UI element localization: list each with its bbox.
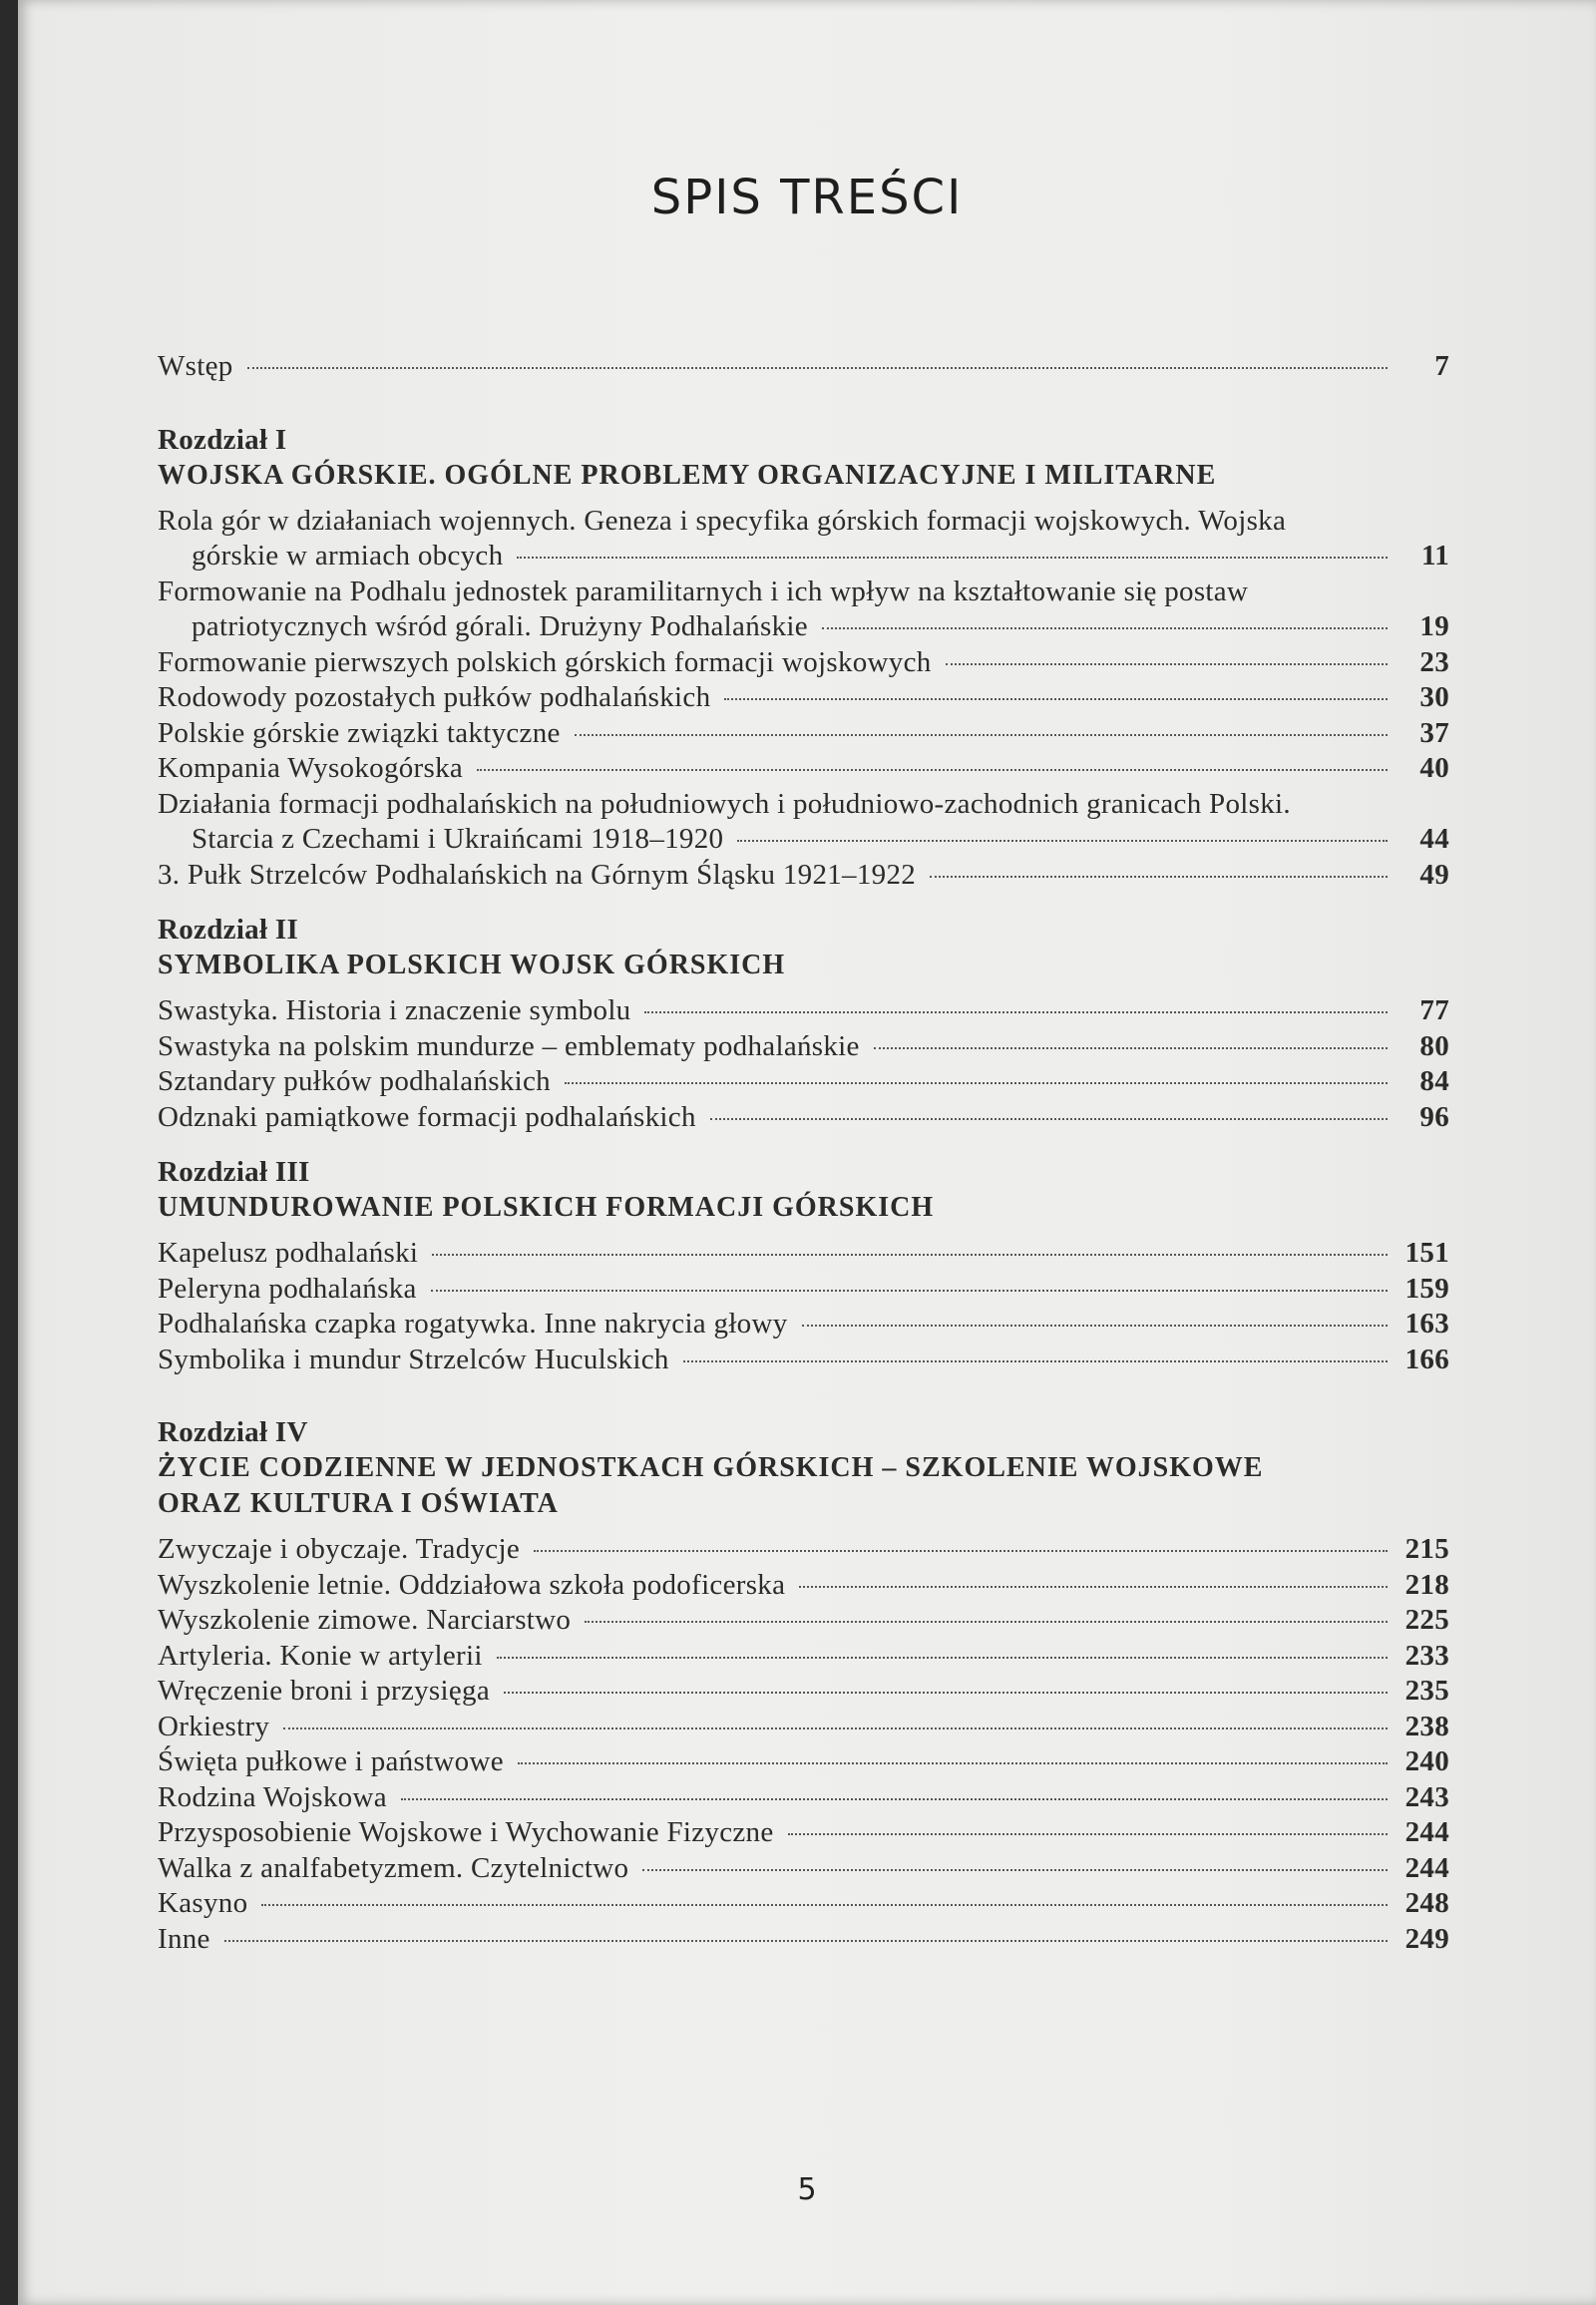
dot-leader [565,1082,1388,1084]
dot-leader [788,1833,1388,1835]
entry-page: 151 [1404,1237,1449,1269]
entry-page: 84 [1419,1065,1449,1097]
chapter-label: Rozdział IV [158,1416,308,1448]
entry-text: 3. Pułk Strzelców Podhalańskich na Górnym Śląsku 1921–1922 [158,858,917,891]
toc-entry [158,1780,1449,1816]
entry-text-line1: Rola gór w działaniach wojennych. Geneza i specyfika górskich formacji wojskowych. Wojska [158,504,1287,537]
entry-text: Swastyka na polskim mundurze – emblematy podhalańskie [158,1029,860,1062]
chapter-label: Rozdział I [158,423,287,456]
entry-text: Święta pułkowe i państwowe [158,1745,504,1777]
toc-entry [158,680,1449,716]
toc-entry [158,1744,1449,1780]
toc-entry [158,1851,1449,1887]
dot-leader [710,1118,1388,1120]
toc-entry [158,1236,1449,1272]
entry-page: 23 [1419,645,1449,678]
entry-text: Formowanie pierwszych polskich górskich formacji wojskowych [158,645,932,678]
toc-entry [158,1603,1449,1639]
entry-page: 11 [1421,540,1449,572]
chapter-1 [158,423,1449,894]
dot-leader [517,557,1388,559]
entry-page: 166 [1404,1343,1449,1375]
chapter-title: UMUNDUROWANIE POLSKICH FORMACJI GÓRSKICH [158,1192,935,1223]
dot-leader [822,627,1388,629]
entry-page: 44 [1419,823,1449,855]
dot-leader [261,1904,1388,1906]
entry-page: 159 [1404,1272,1449,1305]
entry-text: Wręczenie broni i przysięga [158,1675,491,1707]
dot-leader [431,1290,1388,1292]
dot-leader [799,1586,1388,1588]
entry-page: 244 [1404,1816,1449,1848]
dot-leader [802,1325,1388,1327]
chapter-label: Rozdział III [158,1156,310,1188]
toc-entry [158,575,1449,645]
entry-text: Peleryna podhalańska [158,1272,417,1305]
chapter-label: Rozdział II [158,914,299,946]
page-number: 5 [797,2172,817,2207]
dot-leader [283,1728,1388,1729]
entry-page: 80 [1419,1029,1449,1062]
toc-entry [158,1307,1449,1343]
toc-entry [158,751,1449,787]
entry-page: 19 [1419,610,1449,642]
entry-page: 96 [1419,1100,1449,1133]
entry-text: Starcia z Czechami i Ukraińcami 1918–1920 [192,823,724,855]
dot-leader [534,1550,1388,1552]
entry-text: Kasyno [158,1887,248,1919]
entry-text: Artyleria. Konie w artylerii [158,1639,483,1672]
toc-entry [158,645,1449,681]
entry-text: Orkiestry [158,1710,270,1742]
entry-text-line1: Formowanie na Podhalu jednostek paramilitarnych i ich wpływ na kształtowanie się postaw [158,575,1249,607]
entry-text: Kompania Wysokogórska [158,752,464,784]
toc-entry [158,1064,1449,1100]
entry-page: 163 [1404,1308,1449,1340]
chapter-title: ŻYCIE CODZIENNE W JEDNOSTKACH GÓRSKICH – SZKOLENIE WOJSKOWE [158,1452,1264,1483]
toc-entry [158,1343,1449,1378]
entry-text: górskie w armiach obcych [192,540,504,572]
entry-text: Wstęp [158,350,233,382]
dot-leader [644,1011,1388,1013]
entry-text: Podhalańska czapka rogatywka. Inne nakrycia głowy [158,1308,788,1340]
toc-entry [158,1674,1449,1710]
entry-text: Inne [158,1922,210,1955]
toc-entry [158,1532,1449,1568]
dot-leader [504,1692,1388,1694]
book-page [18,0,1596,2305]
dot-leader [224,1940,1388,1942]
chapter-3 [158,1155,1449,1377]
entry-page: 218 [1404,1568,1449,1601]
entry-text: Wyszkolenie zimowe. Narciarstwo [158,1604,572,1636]
dot-leader [874,1047,1388,1049]
dot-leader [518,1762,1388,1764]
entry-page: 215 [1404,1533,1449,1565]
dot-leader [737,840,1388,842]
entry-text: Kapelusz podhalański [158,1237,419,1269]
dot-leader [477,769,1388,771]
dot-leader [683,1360,1388,1362]
dot-leader [401,1798,1388,1800]
entry-page: 243 [1404,1780,1449,1813]
entry-page: 7 [1434,350,1449,382]
toc-entry [158,787,1449,858]
toc-entry [158,1639,1449,1675]
toc-entry [158,1710,1449,1745]
entry-page: 37 [1419,716,1449,749]
toc-entry-intro [158,349,1449,385]
chapter-title-line2: ORAZ KULTURA I OŚWIATA [158,1488,559,1519]
toc-entry [158,1922,1449,1958]
entry-page: 233 [1404,1639,1449,1672]
chapter-4 [158,1415,1449,1957]
entry-text-line1: Działania formacji podhalańskich na południowych i południowo-zachodnich granicach Polski. [158,787,1291,820]
entry-text: Zwyczaje i obyczaje. Tradycje [158,1533,521,1565]
entry-text: Wyszkolenie letnie. Oddziałowa szkoła podoficerska [158,1568,786,1601]
toc-entry [158,1568,1449,1604]
entry-page: 240 [1404,1745,1449,1777]
entry-page: 77 [1419,994,1449,1026]
table-of-contents [158,349,1449,1957]
entry-text: Sztandary pułków podhalańskich [158,1065,551,1097]
entry-page: 49 [1419,858,1449,891]
toc-entry [158,1029,1449,1065]
entry-text: Walka z analfabetyzmem. Czytelnictwo [158,1851,629,1884]
dot-leader [575,734,1388,736]
chapter-title: WOJSKA GÓRSKIE. OGÓLNE PROBLEMY ORGANIZACYJNE I MILITARNE [158,459,1217,491]
dot-leader [432,1254,1388,1256]
toc-entry [158,993,1449,1029]
entry-page: 238 [1404,1710,1449,1742]
toc-entry [158,1815,1449,1851]
toc-entry [158,1886,1449,1922]
entry-page: 40 [1419,752,1449,784]
entry-text: Odznaki pamiątkowe formacji podhalańskich [158,1100,696,1133]
chapter-title: SYMBOLIKA POLSKICH WOJSK GÓRSKICH [158,950,786,980]
dot-leader [497,1657,1388,1659]
dot-leader [946,663,1388,665]
entry-text: Rodowody pozostałych pułków podhalańskich [158,681,711,713]
toc-entry [158,1272,1449,1308]
toc-entry [158,504,1449,575]
entry-page: 244 [1404,1851,1449,1884]
entry-page: 30 [1419,681,1449,713]
toc-entry [158,716,1449,752]
entry-text: Symbolika i mundur Strzelców Huculskich [158,1343,669,1375]
entry-text: Rodzina Wojskowa [158,1780,387,1813]
toc-entry [158,858,1449,894]
page-title: SPIS TREŚCI [650,170,964,225]
entry-page: 248 [1404,1887,1449,1919]
dot-leader [585,1621,1388,1623]
entry-page: 249 [1404,1922,1449,1955]
entry-text: Przysposobienie Wojskowe i Wychowanie Fizyczne [158,1816,774,1848]
dot-leader [724,698,1388,700]
dot-leader [247,367,1388,369]
entry-text: Polskie górskie związki taktyczne [158,716,561,749]
dot-leader [642,1869,1388,1871]
entry-text: Swastyka. Historia i znaczenie symbolu [158,994,631,1026]
chapter-2 [158,913,1449,1135]
toc-entry [158,1100,1449,1136]
entry-page: 225 [1404,1604,1449,1636]
entry-page: 235 [1404,1675,1449,1707]
entry-text: patriotycznych wśród górali. Drużyny Podhalańskie [192,610,808,642]
dot-leader [930,876,1388,878]
